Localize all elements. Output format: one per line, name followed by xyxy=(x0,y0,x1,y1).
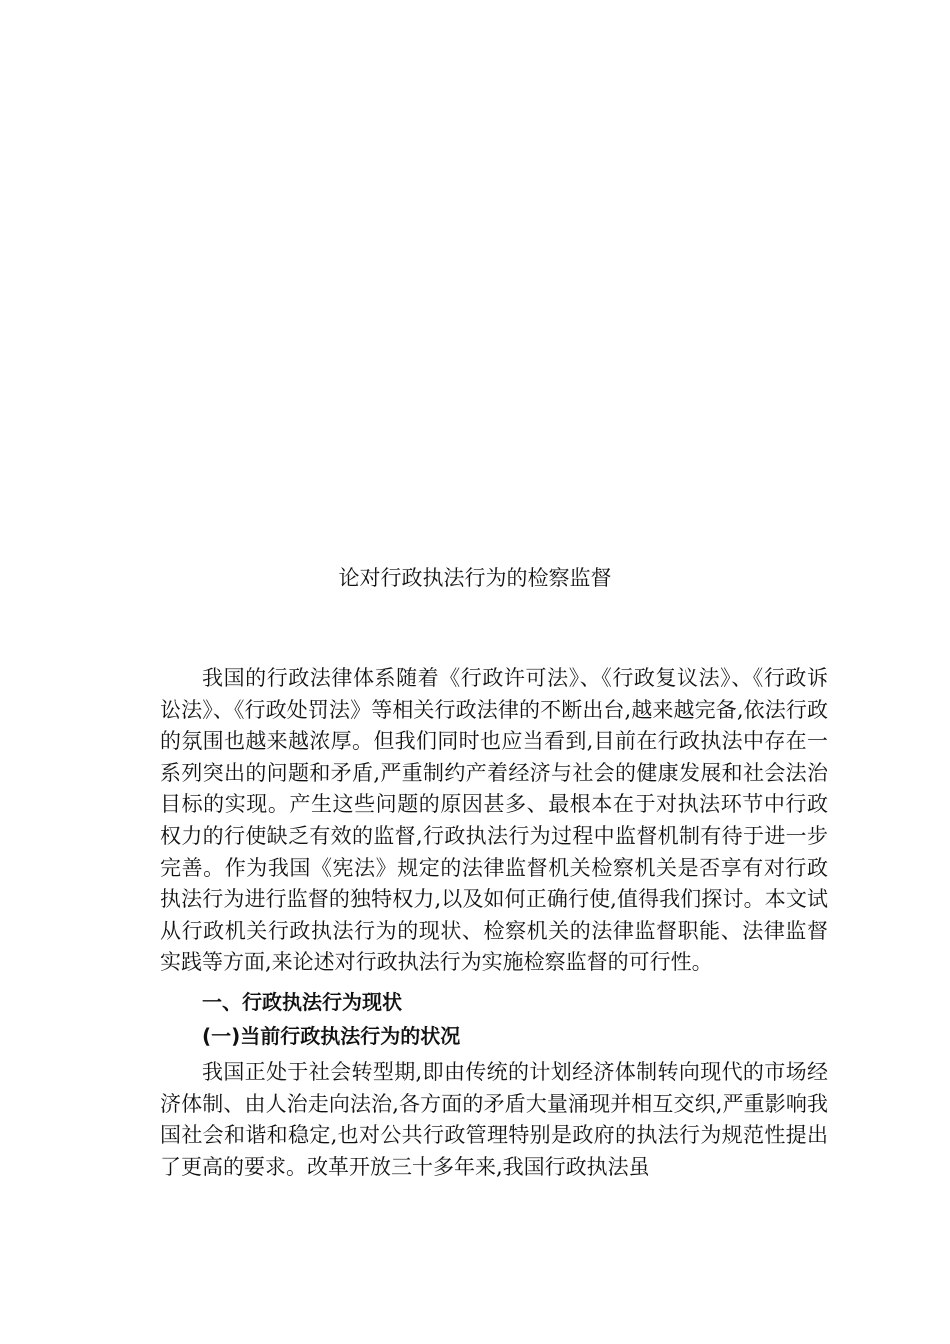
document-title: 论对行政执法行为的检察监督 xyxy=(338,566,612,590)
document-body xyxy=(160,663,828,1183)
subsection-paragraph: 我国正处于社会转型期,即由传统的计划经济体制转向现代的市场经济体制、由人治走向法治,各方面的矛盾大量涌现并相互交织,严重影响我国社会和谐和稳定,也对公共行政管理特别是政府的执法行为规范性提出了更高的要求。改革开放三十多年来,我国行政执法虽 xyxy=(160,1059,828,1179)
section-heading: 一、行政执法行为现状 xyxy=(202,989,402,1014)
intro-paragraph: 我国的行政法律体系随着《行政许可法》、《行政复议法》、《行政诉讼法》、《行政处罚法》等相关行政法律的不断出台,越来越完备,依法行政的氛围也越来越浓厚。但我们同时也应当看到,目前在行政执法中存在一系列突出的问题和矛盾,严重制约产着经济与社会的健康发展和社会法治目标的实现。产生这些问题的原因甚多、最根本在于对执法环节中行政权力的行使缺乏有效的监督,行政执法行为过程中监督机制有待于进一步完善。作为我国《宪法》规定的法律监督机关检察机关是否享有对行政执法行为进行监督的独特权力,以及如何正确行使,值得我们探讨。本文试从行政机关行政执法行为的现状、检察机关的法律监督职能、法律监督实践等方面,来论述对行政执法行为实施检察监督的可行性。 xyxy=(160,666,828,975)
subsection-heading: (一)当前行政执法行为的状况 xyxy=(202,1023,461,1048)
